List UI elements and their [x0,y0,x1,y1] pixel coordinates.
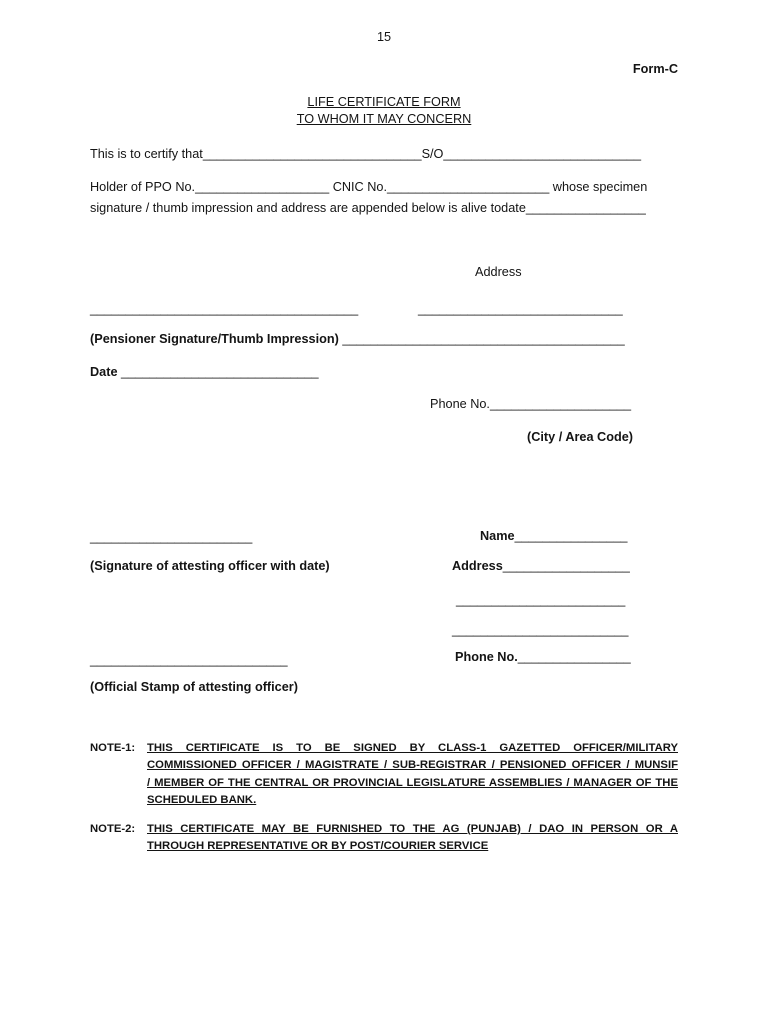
alive-line [90,200,646,216]
attesting-address-label: Address [452,559,503,573]
note-2-label: NOTE-2: [90,823,136,835]
date-row [90,364,319,380]
attesting-signature-blank: _______________________ [90,530,253,544]
form-code: Form-C [632,62,678,76]
pensioner-phone-label: Phone No. [430,397,490,411]
note-1-line: COMMISSIONED OFFICER / MAGISTRATE / SUB-REGISTRAR / PENSIONED OFFICER / MUNSIF [147,759,678,772]
attesting-signature-caption: (Signature of attesting officer with date) [90,559,330,573]
son-of-label: S/O [421,147,444,161]
pensioner-signature-row [90,331,625,347]
date-label: Date [90,365,118,379]
phone-area-code-hint: (City / Area Code) [527,430,633,444]
official-stamp-caption: (Official Stamp of attesting officer) [90,680,298,694]
attesting-address-row [452,558,630,574]
attesting-address-blank-3: _________________________ [452,623,629,637]
appended-text: signature / thumb impression and address are appended below is alive todate [90,201,526,215]
attesting-address-blank-1: __________________ [502,559,630,573]
attesting-name-blank: ________________ [514,529,628,543]
pensioner-address-blank-2: ________________________________________ [342,332,625,346]
note-1-label: NOTE-1: [90,742,136,754]
note-2-line: THIS CERTIFICATE MAY BE FURNISHED TO THE AG (PUNJAB) / DAO IN PERSON OR A [147,823,678,835]
attesting-phone-label: Phone No. [455,650,518,664]
pensioner-phone-blank: ____________________ [489,397,632,411]
certify-line [90,146,641,162]
ppo-blank: ___________________ [195,180,330,194]
date-blank: ____________________________ [121,365,319,379]
father-name-blank: ____________________________ [443,147,641,161]
note-1-text [147,740,678,809]
ppo-label: Holder of PPO No. [90,180,196,194]
pensioner-signature-blank: ______________________________________ [90,302,359,316]
attesting-name-label: Name [480,529,515,543]
note-2-line: THROUGH REPRESENTATIVE OR BY POST/COURIER SERVICE [147,840,489,853]
cnic-blank: _______________________ [386,180,550,194]
pensioner-address-label: Address [475,265,522,279]
pensioner-phone-row [430,396,631,412]
holder-line [90,179,647,195]
note-1-line: THIS CERTIFICATE IS TO BE SIGNED BY CLASS-1 GAZETTED OFFICER/MILITARY [147,742,678,754]
attesting-name-row [480,528,627,544]
note-2-text [147,821,678,856]
pensioner-address-blank-1: _____________________________ [418,302,623,316]
specimen-text: whose specimen [552,180,648,194]
attesting-phone-blank: ________________ [517,650,631,664]
form-title: LIFE CERTIFICATE FORM [307,95,461,109]
pensioner-signature-caption: (Pensioner Signature/Thumb Impression) [90,332,339,346]
cnic-label: CNIC No. [332,180,387,194]
todate-blank: _________________ [525,201,646,215]
certify-text: This is to certify that [90,147,203,161]
attesting-phone-row [455,649,631,665]
pensioner-name-blank: _______________________________ [202,147,422,161]
attesting-address-blank-2: ________________________ [456,593,626,607]
page-number: 15 [376,30,392,44]
official-stamp-blank: ____________________________ [90,653,288,667]
note-1-line: SCHEDULED BANK. [147,793,257,806]
note-1-line: / MEMBER OF THE CENTRAL OR PROVINCIAL LEGISLATURE ASSEMBLIES / MANAGER OF THE [147,776,678,789]
form-subtitle: TO WHOM IT MAY CONCERN [296,112,472,126]
